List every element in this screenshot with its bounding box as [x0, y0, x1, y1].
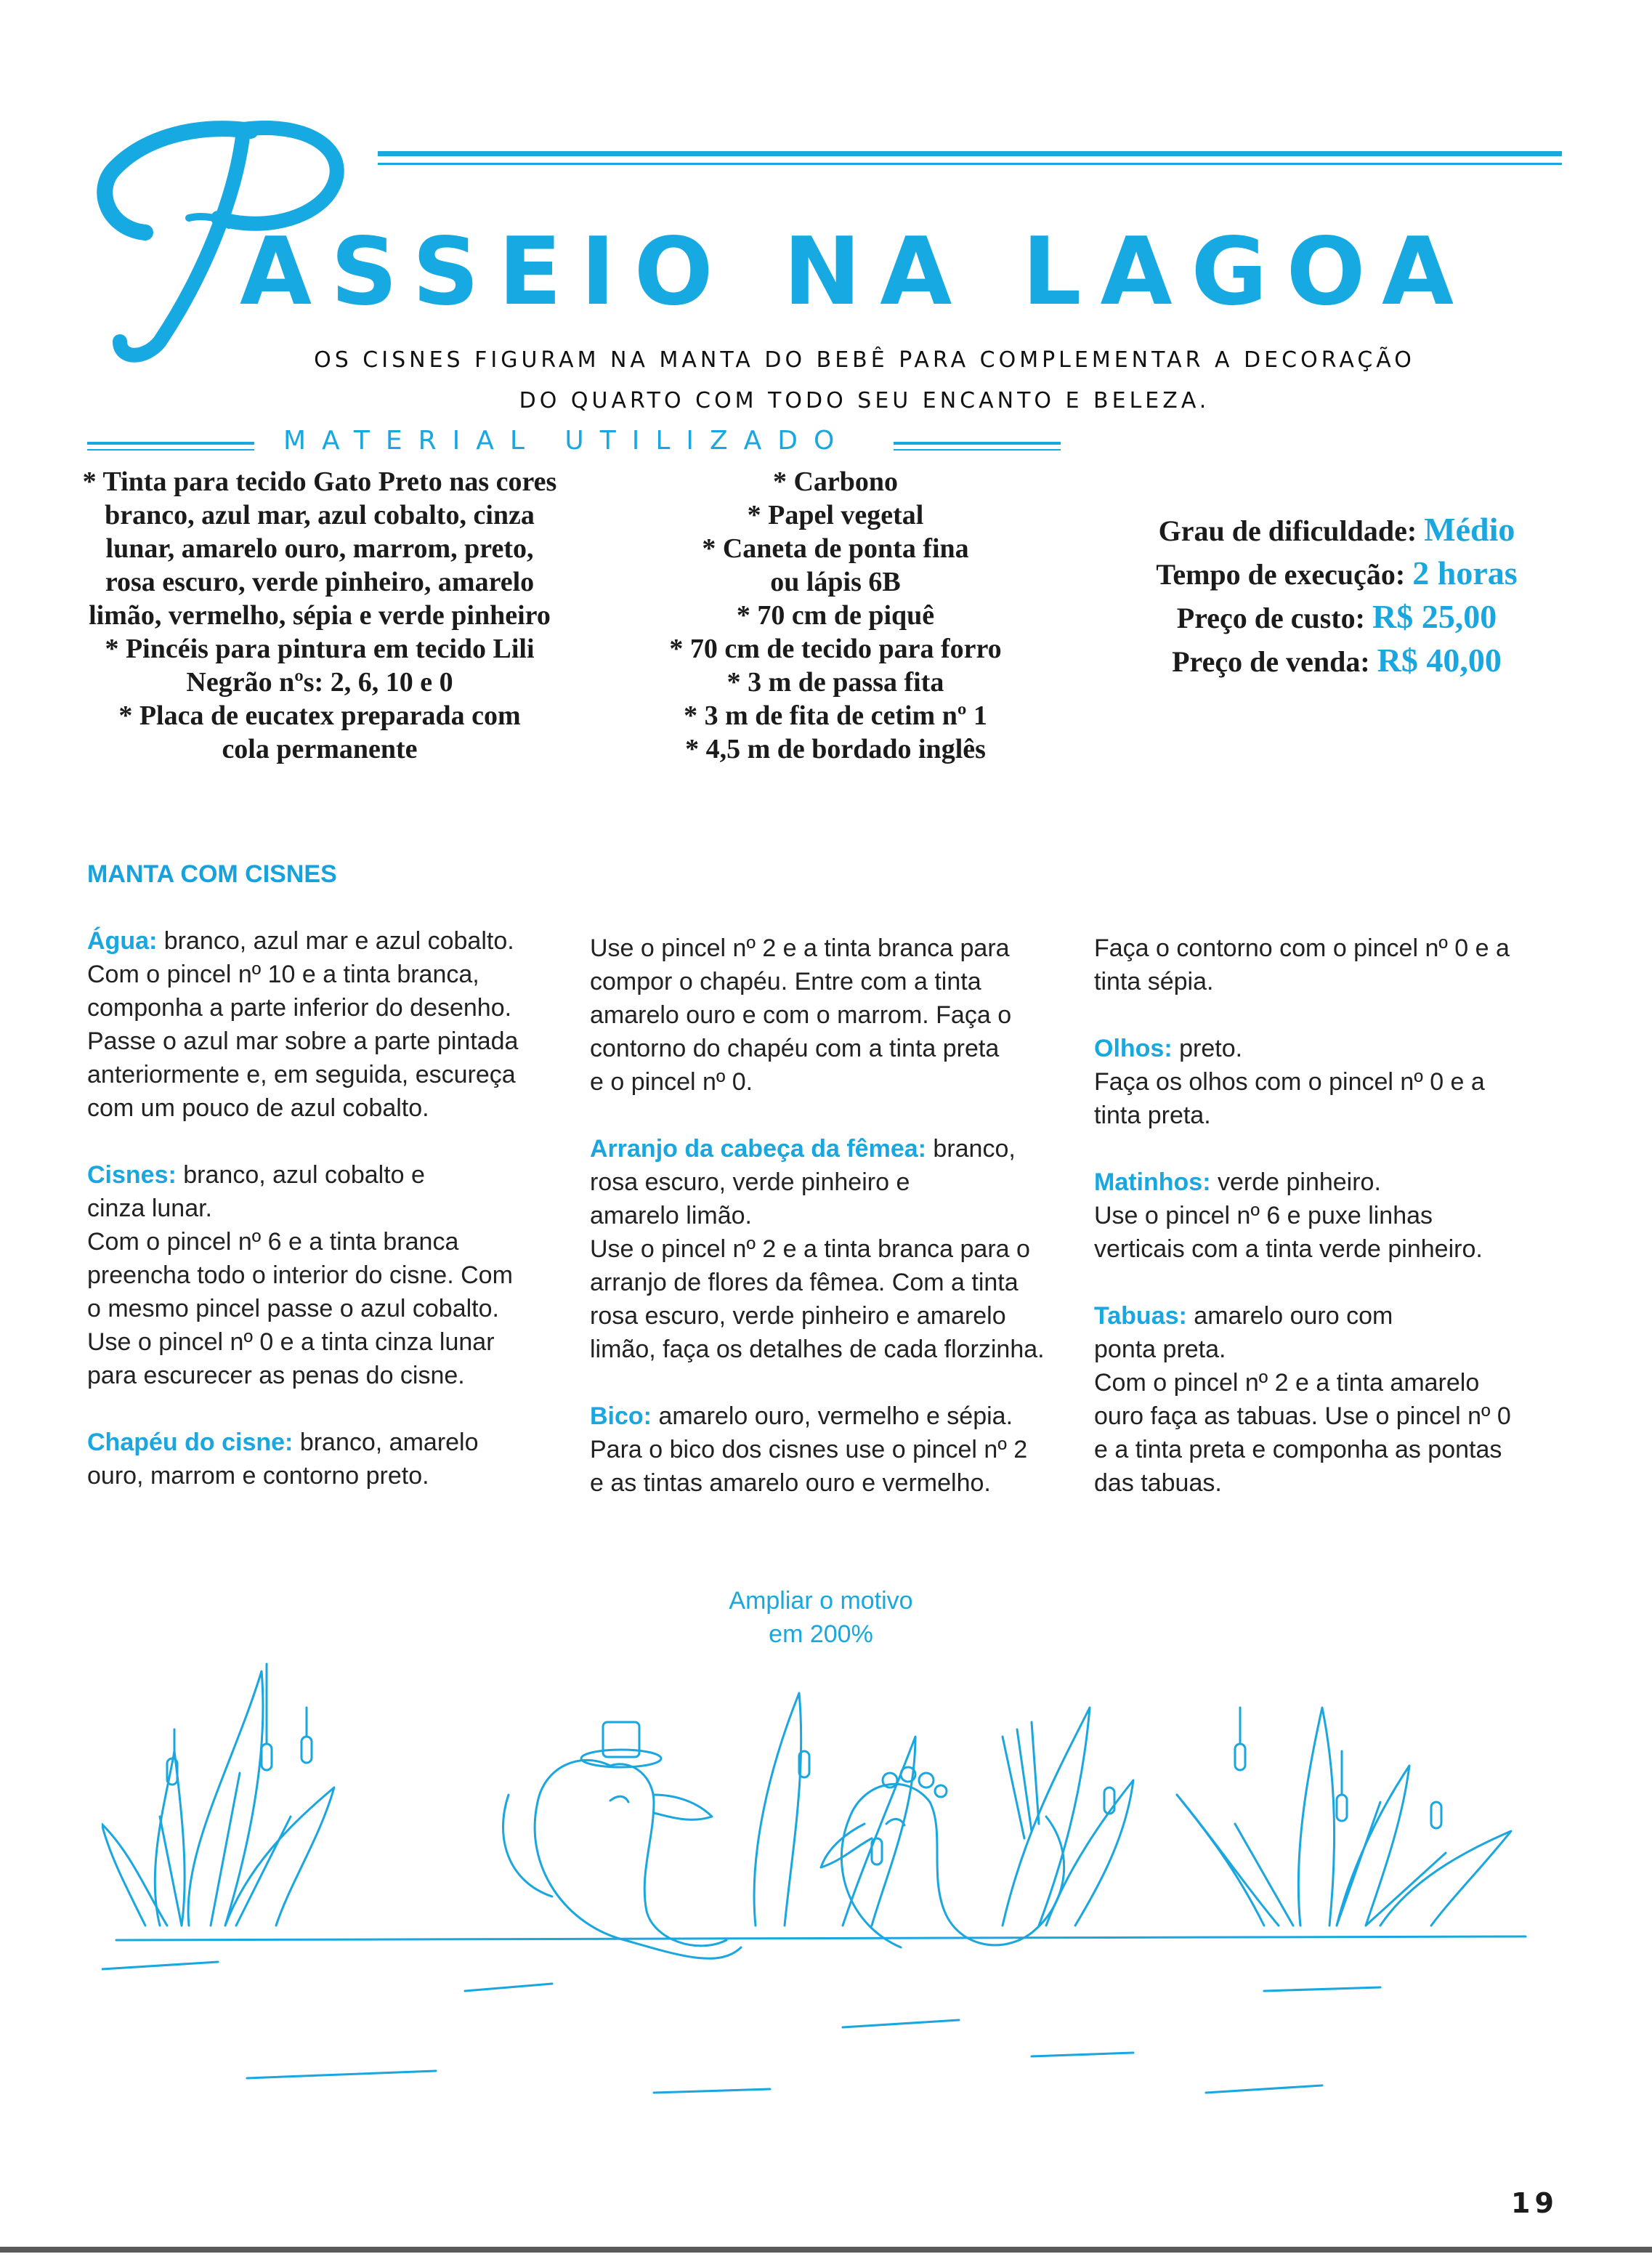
page-bottom-edge [0, 2247, 1652, 2253]
section-title: MANTA COM CISNES [87, 860, 337, 888]
subtitle-line-1: OS CISNES FIGURAM NA MANTA DO BEBÊ PARA COMPLEMENTAR A DECORAÇÃO [314, 347, 1415, 373]
difficulty-label: Grau de dificuldade: [1158, 514, 1417, 547]
page-title: ASSEIO NA LAGOA [240, 218, 1473, 326]
material-list-middle: * Carbono * Papel vegetal * Caneta de ponta fina ou lápis 6B * 70 cm de piquê * 70 cm de tecido para forro * 3 m de passa fita * 3 m de fita de cetim nº 1 * 4,5 m de bordado inglês [669, 466, 1002, 764]
sale-label: Preço de venda: [1172, 645, 1370, 678]
instructions-column-2 [590, 932, 1062, 1533]
cost-value: R$ 25,00 [1372, 598, 1497, 635]
female-swan [821, 1767, 1064, 1947]
cost-row [1104, 596, 1569, 639]
chapeu-text: branco, amarelo ouro, marrom e contorno preto. [87, 1429, 479, 1490]
sale-value: R$ 40,00 [1377, 642, 1502, 679]
olhos-text: preto. Faça os olhos com o pincel nº 0 e a tinta preta. [1094, 1035, 1485, 1129]
material-header [87, 426, 1061, 466]
olhos-paragraph [1094, 1032, 1559, 1132]
bico-continuation: Faça o contorno com o pincel nº 0 e a tinta sépia. [1094, 934, 1510, 995]
difficulty-row [1104, 509, 1569, 552]
olhos-label: Olhos: [1094, 1035, 1173, 1062]
matinhos-label: Matinhos: [1094, 1168, 1211, 1196]
sale-row [1104, 639, 1569, 683]
agua-paragraph [87, 924, 552, 1125]
chapeu-continuation: Use o pincel nº 2 e a tinta branca para compor o chapéu. Entre com a tinta amarelo ouro e com o marrom. Faça o contorno do chapéu com a tinta preta e o pincel nº 0. [590, 934, 1012, 1096]
title-rule-top [378, 151, 1562, 156]
arranjo-paragraph [590, 1132, 1062, 1366]
center-reeds [754, 1693, 1133, 1926]
instructions-column-1 [87, 924, 552, 1526]
water-lines [102, 1936, 1526, 2093]
cisnes-text: branco, azul cobalto e cinza lunar. Com o pincel nº 6 e a tinta branca preencha todo o interior do cisne. Com o mesmo pincel passe o azul cobalto. Use o pincel nº 0 e a tinta cinza lunar para escurecer as penas do cisne. [87, 1161, 513, 1389]
tabuas-paragraph [1094, 1299, 1559, 1500]
chapeu-label: Chapéu do cisne: [87, 1429, 293, 1456]
project-info [1104, 509, 1569, 683]
matinhos-text: verde pinheiro. Use o pincel nº 6 e puxe linhas verticais com a tinta verde pinheiro. [1094, 1168, 1483, 1263]
bico-text: amarelo ouro, vermelho e sépia. Para o bico dos cisnes use o pincel nº 2 e as tintas amarelo ouro e vermelho. [590, 1402, 1028, 1497]
matinhos-paragraph [1094, 1166, 1559, 1266]
cisnes-label: Cisnes: [87, 1161, 177, 1189]
material-rule-right-a [894, 442, 1061, 445]
material-heading: MATERIAL UTILIZADO [283, 426, 851, 456]
subtitle [218, 340, 1511, 421]
right-reeds [1177, 1708, 1511, 1926]
material-rule-left-a [87, 442, 254, 445]
material-rule-left-b [87, 449, 254, 451]
time-value: 2 horas [1412, 554, 1518, 591]
arranjo-text: branco, rosa escuro, verde pinheiro e amarelo limão. Use o pincel nº 2 e a tinta branca para o arranjo de flores da fêmea. Com a tinta rosa escuro, verde pinheiro e amarelo limão, faça os detalhes de cada florzinha. [590, 1135, 1045, 1363]
agua-text: branco, azul mar e azul cobalto. Com o pincel nº 10 e a tinta branca, componha a parte inferior do desenho. Passe o azul mar sobre a parte pintada anteriormente e, em seguida, escureça com um pouco de azul cobalto. [87, 927, 519, 1122]
swan-pattern-drawing [102, 1649, 1555, 2173]
difficulty-value: Médio [1424, 511, 1515, 548]
page-number: 19 [1511, 2187, 1558, 2219]
arranjo-label: Arranjo da cabeça da fêmea: [590, 1135, 926, 1163]
agua-label: Água: [87, 927, 158, 955]
time-label: Tempo de execução: [1156, 558, 1406, 591]
material-rule-right-b [894, 449, 1061, 451]
instructions-column-3 [1094, 932, 1559, 1533]
title-initial-letter: P [116, 363, 117, 364]
chapeu-paragraph [87, 1426, 552, 1492]
subtitle-line-2: DO QUARTO COM TODO SEU ENCANTO E BELEZA. [519, 388, 1210, 413]
time-row [1104, 552, 1569, 596]
tabuas-label: Tabuas: [1094, 1302, 1187, 1330]
cost-label: Preço de custo: [1176, 602, 1365, 634]
title-rule-bottom [378, 163, 1562, 165]
tabuas-text: amarelo ouro com ponta preta. Com o pincel nº 2 e a tinta amarelo ouro faça as tabuas. Use o pincel nº 0 e a tinta preta e componha as pontas das tabuas. [1094, 1302, 1511, 1497]
cisnes-paragraph [87, 1158, 552, 1392]
left-reeds [102, 1664, 334, 1926]
bico-label: Bico: [590, 1402, 652, 1430]
enlarge-note: Ampliar o motivo em 200% [729, 1587, 913, 1648]
material-list-left: * Tinta para tecido Gato Preto nas cores branco, azul mar, azul cobalto, cinza lunar, amarelo ouro, marrom, preto, rosa escuro, verde pinheiro, amarelo limão, vermelho, sépia e verde pinheiro * Pincéis para pintura em tecido Lili Negrão nºs: 2, 6, 10 e 0 * Placa de eucatex preparada com cola permanente [82, 466, 557, 764]
bico-paragraph [590, 1399, 1062, 1500]
male-swan [503, 1722, 742, 1958]
